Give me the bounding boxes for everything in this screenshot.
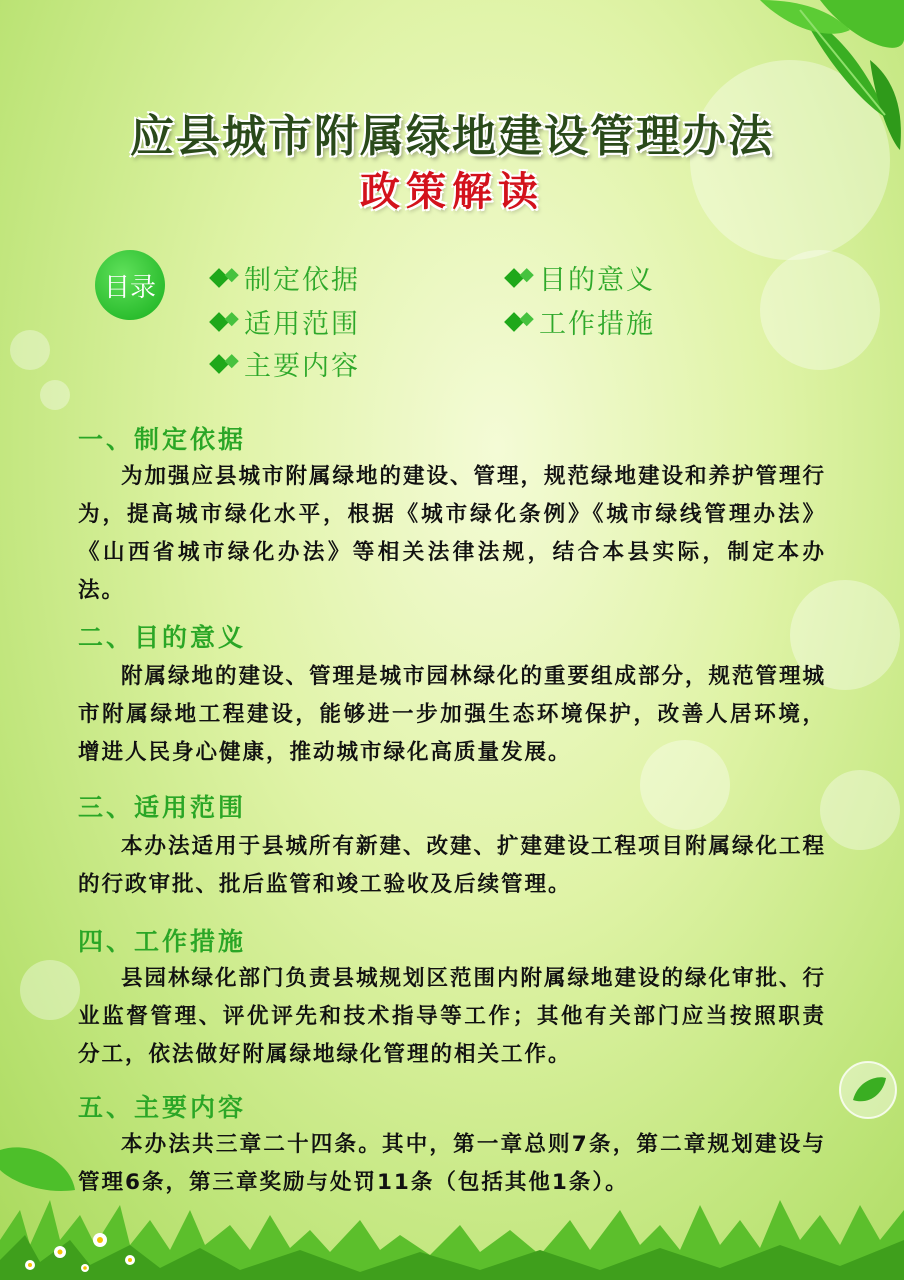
grass-decoration [0, 1190, 904, 1280]
bokeh-circle [760, 250, 880, 370]
section-body: 本办法适用于县城所有新建、改建、扩建建设工程项目附属绿化工程的行政审批、批后监管和竣工验收及后续管理。 [78, 834, 827, 897]
toc-item-label: 适用范围 [244, 309, 360, 340]
toc-badge: 目录 [95, 250, 165, 320]
section-heading: 一、制定依据 [78, 425, 247, 454]
bokeh-circle [10, 330, 50, 370]
diamond-bullet-icon [209, 354, 229, 374]
toc-item [212, 258, 360, 297]
leaf-bubble-icon [838, 1060, 898, 1120]
bokeh-circle [20, 960, 80, 1020]
section-body: 附属绿地的建设、管理是城市园林绿化的重要组成部分，规范管理城市附属绿地工程建设，能够进一步加强生态环境保护，改善人居环境，增进人民身心健康，推动城市绿化高质量发展。 [78, 664, 827, 765]
page-subtitle: 政策解读 [360, 169, 544, 215]
section-heading: 五、主要内容 [78, 1093, 247, 1122]
section-heading: 三、适用范围 [78, 793, 247, 822]
toc-item-label: 工作措施 [539, 309, 655, 340]
section-body: 本办法共三章二十四条。其中，第一章总则7条，第二章规划建设与管理6条，第三章奖励与处罚11条（包括其他1条）。 [78, 1132, 826, 1195]
diamond-bullet-icon [209, 312, 229, 332]
toc-item [212, 302, 360, 341]
toc-item [212, 344, 360, 383]
section-heading: 二、目的意义 [78, 623, 247, 652]
page-title: 应县城市附属绿地建设管理办法 [130, 111, 774, 162]
toc-item-label: 目的意义 [539, 265, 655, 296]
bokeh-circle [40, 380, 70, 410]
section-body: 县园林绿化部门负责县城规划区范围内附属绿地建设的绿化审批、行业监督管理、评优评先和技术指导等工作；其他有关部门应当按照职责分工，依法做好附属绿地绿化管理的相关工作。 [78, 966, 827, 1067]
toc-item [507, 258, 655, 297]
toc-item-label: 制定依据 [244, 265, 360, 296]
toc-item [507, 302, 655, 341]
section-body: 为加强应县城市附属绿地的建设、管理，规范绿地建设和养护管理行为，提高城市绿化水平，根据《城市绿化条例》《城市绿线管理办法》《山西省城市绿化办法》等相关法律法规，结合本县实际，制定本办法。 [78, 464, 827, 603]
diamond-bullet-icon [504, 268, 524, 288]
diamond-bullet-icon [504, 312, 524, 332]
bokeh-circle [820, 770, 900, 850]
toc-item-label: 主要内容 [244, 351, 360, 382]
diamond-bullet-icon [209, 268, 229, 288]
section-heading: 四、工作措施 [78, 927, 247, 956]
